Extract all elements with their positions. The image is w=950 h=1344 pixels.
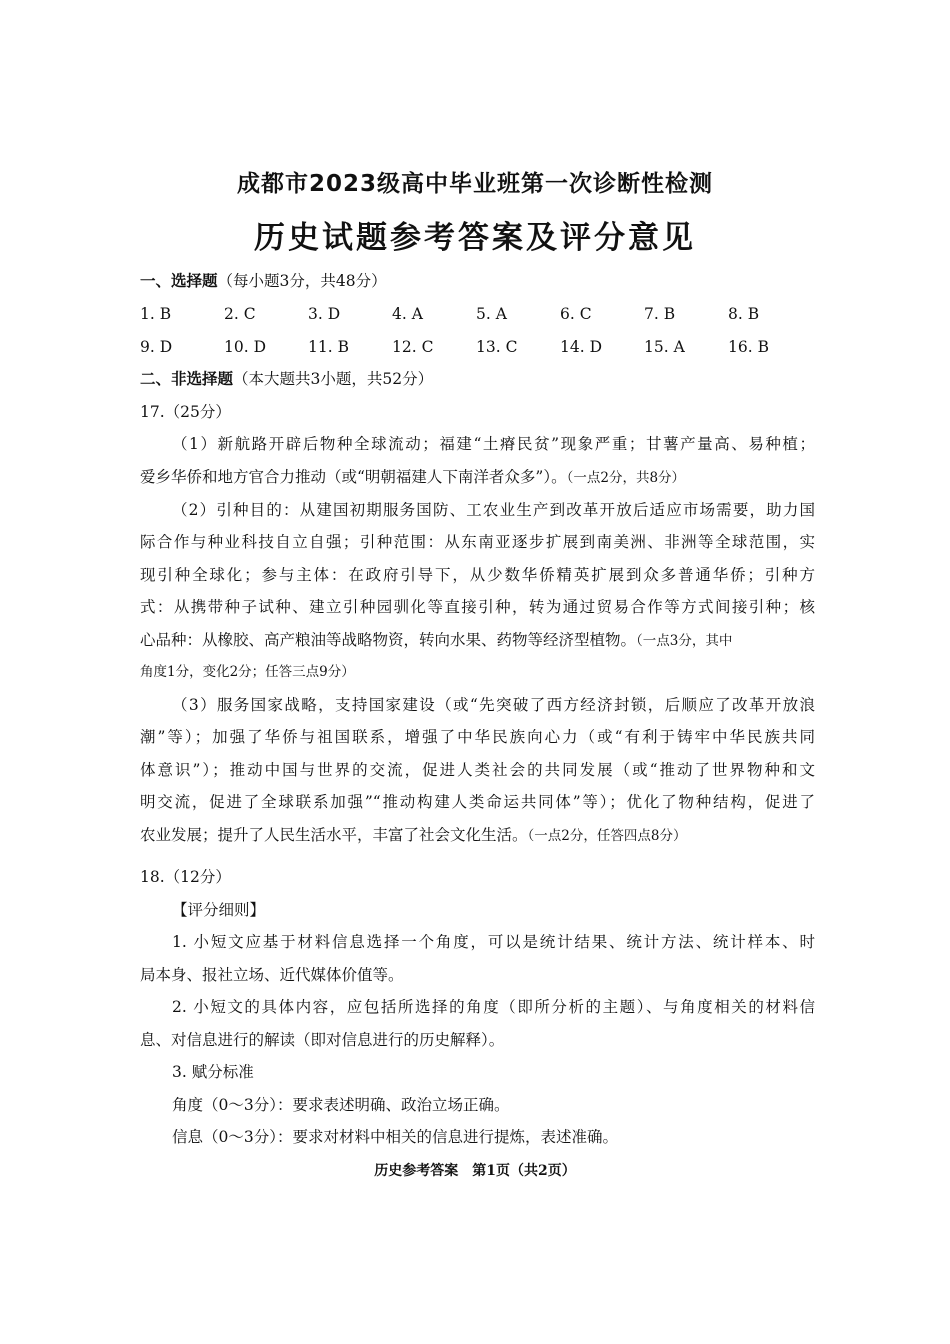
q18-rubric-line: 2. 小短文的具体内容，应包括所选择的角度（即所分析的主题）、与角度相关的材料信 bbox=[172, 998, 815, 1016]
q17-part2-line: （2）引种目的：从建国初期服务国防、工农业生产到改革开放后适应市场需要，助力国 bbox=[172, 501, 815, 519]
answer-item: 1. B bbox=[140, 305, 172, 323]
answer-item: 11. B bbox=[308, 338, 349, 356]
q18-rubric-title: 【评分细则】 bbox=[172, 901, 266, 919]
q17-part3-line: 明交流，促进了全球联系加强”“推动构建人类命运共同体”等）；优化了物种结构，促进了 bbox=[140, 793, 815, 811]
q17-part1-text: 爱乡华侨和地方官合力推动（或“明朝福建人下南洋者众多”）。 bbox=[140, 468, 567, 486]
answer-item: 3. D bbox=[308, 305, 341, 323]
answer-item: 9. D bbox=[140, 338, 173, 356]
answer-item: 15. A bbox=[644, 338, 685, 356]
q17-part3-line: 潮”等）；加强了华侨与祖国联系，增强了中华民族向心力（或“有利于铸牢中华民族共同 bbox=[140, 728, 815, 746]
answer-item: 5. A bbox=[476, 305, 507, 323]
q17-part2-line: 际合作与种业科技自立自强；引种范围：从东南亚逐步扩展到南美洲、非洲等全球范围，实 bbox=[140, 533, 815, 551]
q17-part1-line: （1）新航路开辟后物种全球流动；福建“土瘠民贫”现象严重；甘薯产量高、易种植； bbox=[172, 435, 815, 453]
q17-title: 17.（25分） bbox=[140, 403, 231, 421]
section1-heading bbox=[140, 271, 815, 291]
q17-part2-text: 心品种：从橡胶、高产粮油等战略物资，转向水果、药物等经济型植物。 bbox=[140, 631, 637, 649]
answer-item: 14. D bbox=[560, 338, 603, 356]
section2-heading bbox=[140, 369, 815, 389]
q17-part2-line: 现引种全球化；参与主体：在政府引导下，从少数华侨精英扩展到众多普通华侨；引种方 bbox=[140, 566, 815, 584]
answer-item: 13. C bbox=[476, 338, 518, 356]
answer-item: 16. B bbox=[728, 338, 769, 356]
answer-item: 10. D bbox=[224, 338, 267, 356]
q18-rubric-line: 息、对信息进行的解读（即对信息进行的历史解释）。 bbox=[140, 1031, 505, 1049]
q18-rubric-line: 3. 赋分标准 bbox=[172, 1063, 254, 1081]
section2-heading-text: 二、非选择题 bbox=[140, 370, 234, 388]
section1-heading-text: 一、选择题 bbox=[140, 272, 218, 290]
answer-item: 2. C bbox=[224, 305, 256, 323]
q18-title: 18.（12分） bbox=[140, 868, 231, 886]
q17-part2-line: 式：从携带种子试种、建立引种园驯化等直接引种，转为通过贸易合作等方式间接引种；核 bbox=[140, 598, 815, 616]
answer-item: 8. B bbox=[728, 305, 760, 323]
q17-part2-score-cont: 角度1分，变化2分；任答三点9分） bbox=[140, 664, 355, 680]
section1-note: （每小题3分，共48分） bbox=[217, 272, 387, 290]
q17-part1-line bbox=[140, 467, 815, 488]
q18-rubric-line: 信息（0～3分）：要求对材料中相关的信息进行提炼，表述准确。 bbox=[172, 1128, 618, 1146]
q18-rubric-line: 局本身、报社立场、近代媒体价值等。 bbox=[140, 966, 404, 984]
section2-note: （本大题共3小题，共52分） bbox=[233, 370, 434, 388]
q17-part1-score: （一点2分，共8分） bbox=[566, 470, 686, 486]
q18-rubric-line: 角度（0～3分）：要求表述明确、政治立场正确。 bbox=[172, 1096, 510, 1114]
answer-item: 7. B bbox=[644, 305, 676, 323]
answer-item: 4. A bbox=[392, 305, 423, 323]
answer-item: 12. C bbox=[392, 338, 434, 356]
exam-title: 成都市2023级高中毕业班第一次诊断性检测 bbox=[236, 171, 713, 197]
q17-part3-text: 农业发展；提升了人民生活水平，丰富了社会文化生活。 bbox=[140, 826, 528, 844]
answer-key-title: 历史试题参考答案及评分意见 bbox=[254, 220, 696, 256]
q18-rubric-line: 1. 小短文应基于材料信息选择一个角度，可以是统计结果、统计方法、统计样本、时 bbox=[172, 933, 815, 951]
q17-part3-line: （3）服务国家战略，支持国家建设（或“先突破了西方经济封锁，后顺应了改革开放浪 bbox=[172, 696, 815, 714]
q17-part2-score: （一点3分，其中 bbox=[636, 633, 733, 649]
page-footer: 历史参考答案 第1页（共2页） bbox=[374, 1163, 576, 1179]
answer-item: 6. C bbox=[560, 305, 592, 323]
q17-part2-line bbox=[140, 630, 815, 651]
q17-part3-line bbox=[140, 825, 815, 846]
q17-part3-score: （一点2分，任答四点8分） bbox=[527, 828, 687, 844]
q17-part3-line: 体意识”）；推动中国与世界的交流，促进人类社会的共同发展（或“推动了世界物种和文 bbox=[140, 761, 815, 779]
